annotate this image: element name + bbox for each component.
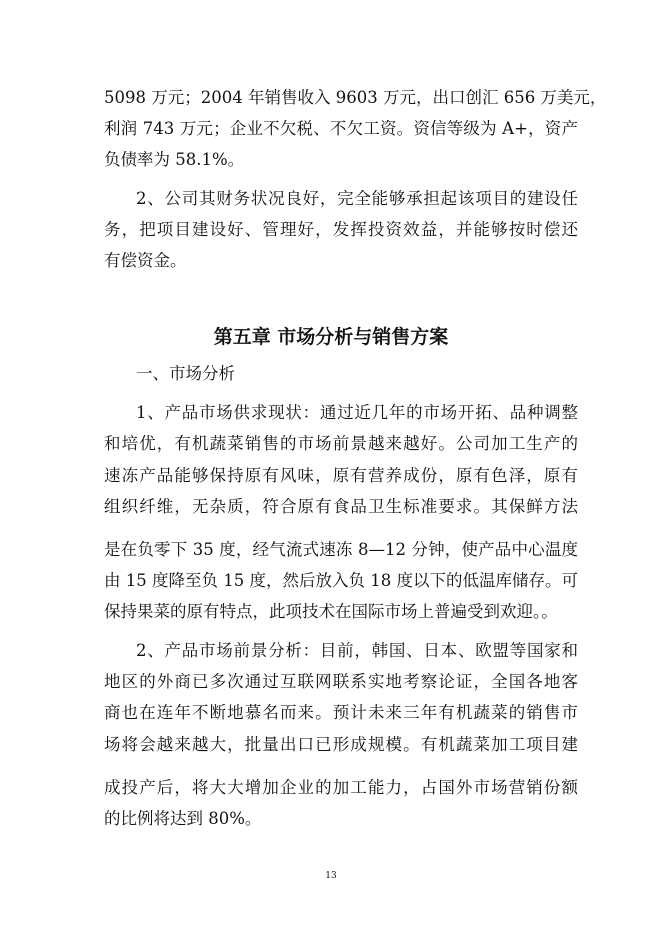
text-line: 成投产后，将大大增加企业的加工能力，占国外市场营销份额 [104,778,578,797]
text-line: 是在负零下 35 度，经气流式速冻 8—12 分钟，使产品中心温度 [104,540,578,559]
text-line: 5098 万元；2004 年销售收入 9603 万元，出口创汇 656 万美元， [104,88,607,107]
text-line: 商也在连年不断地慕名而来。预计未来三年有机蔬菜的销售市 [104,703,578,722]
text-line: 2、产品市场前景分析：目前，韩国、日本、欧盟等国家和 [136,641,578,660]
section-title: 一、市场分析 [136,364,235,383]
text-line: 2、公司其财务状况良好，完全能够承担起该项目的建设任 [136,189,578,208]
text-line: 负债率为 58.1%。 [104,150,245,169]
text-line: 地区的外商已多次通过互联网联系实地考察论证，全国各地客 [104,672,578,691]
text-line: 的比例将达到 80%。 [104,809,262,828]
page-number: 13 [325,871,337,881]
text-line: 保持果菜的原有特点，此项技术在国际市场上普遍受到欢迎。。 [104,602,558,621]
text-line: 速冻产品能够保持原有风味，原有营养成份，原有色泽，原有 [104,466,578,485]
text-line: 场将会越来越大，批量出口已形成规模。有机蔬菜加工项目建 [104,735,578,754]
text-line: 由 15 度降至负 15 度，然后放入负 18 度以下的低温库储存。可 [104,571,578,590]
text-line: 和培优，有机蔬菜销售的市场前景越来越好。公司加工生产的 [104,434,578,453]
chapter-title: 第五章 市场分析与销售方案 [213,326,449,348]
text-line: 组织纤维，无杂质，符合原有食品卫生标准要求。其保鲜方法 [104,497,578,516]
text-line: 务，把项目建设好、管理好，发挥投资效益，并能够按时偿还 [104,220,578,239]
text-line: 有偿资金。 [104,251,187,270]
text-line: 利润 743 万元；企业不欠税、不欠工资。资信等级为 A+，资产 [104,119,578,138]
text-line: 1、产品市场供求现状：通过近几年的市场开拓、品种调整 [136,403,578,422]
